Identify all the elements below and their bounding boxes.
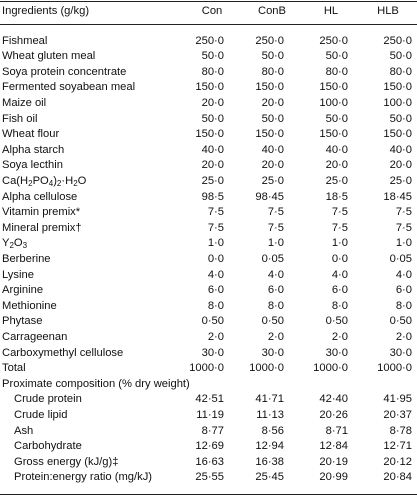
cell-conb: 50·0 — [261, 112, 284, 125]
table-row — [0, 65, 417, 81]
table-row — [0, 455, 417, 471]
cell-con: 25·55 — [195, 471, 224, 484]
table-row — [0, 408, 417, 424]
cell-conb: 4·0 — [267, 268, 284, 281]
cell-conb: 250·0 — [255, 34, 284, 47]
cell-hl: 20·19 — [319, 455, 348, 468]
cell-conb: 40·0 — [261, 143, 284, 156]
cell-hlb: 30·0 — [389, 346, 412, 359]
header-hlb: HLB — [377, 5, 399, 17]
cell-hl: 7·5 — [331, 221, 348, 234]
label-text: Wheat gluten meal — [2, 50, 96, 63]
cell-hl: 20·0 — [325, 159, 348, 172]
label-text: ) — [53, 174, 57, 187]
row-label — [14, 408, 67, 424]
cell-conb: 7·5 — [267, 221, 284, 234]
row-label — [2, 361, 26, 377]
cell-hlb: 4·0 — [395, 268, 412, 281]
row-label — [2, 330, 67, 346]
table-row — [0, 330, 417, 346]
label-text: Total — [2, 362, 26, 375]
table-row — [0, 49, 417, 65]
table-row — [0, 174, 417, 190]
cell-conb: 1·0 — [267, 237, 284, 250]
header-rule — [0, 24, 417, 25]
label-text: Carbohydrate — [14, 440, 82, 453]
cell-con: 80·0 — [201, 65, 224, 78]
cell-hlb: 20·12 — [383, 455, 412, 468]
label-subscript: 2 — [9, 241, 14, 251]
cell-conb: 0·05 — [261, 252, 284, 265]
cell-hl: 0·0 — [331, 252, 348, 265]
bottom-rule — [0, 494, 417, 495]
cell-con: 7·5 — [207, 221, 224, 234]
table-row — [0, 127, 417, 143]
cell-hlb: 8·0 — [395, 299, 412, 312]
row-label — [2, 127, 59, 143]
cell-hlb: 80·0 — [389, 65, 412, 78]
cell-con: 25·0 — [201, 174, 224, 187]
table-row — [0, 143, 417, 159]
row-label — [2, 143, 64, 159]
cell-hlb: 41·95 — [383, 393, 412, 406]
cell-con: 16·63 — [195, 455, 224, 468]
cell-con: 8·77 — [201, 424, 224, 437]
cell-hlb: 50·0 — [389, 112, 412, 125]
cell-conb: 8·56 — [261, 424, 284, 437]
table-row — [0, 236, 417, 252]
cell-conb: 2·0 — [267, 330, 284, 343]
row-label — [2, 34, 47, 50]
row-label — [14, 392, 82, 408]
label-text: Carboxymethyl cellulose — [2, 346, 124, 359]
cell-hl: 42·40 — [319, 393, 348, 406]
table-row — [0, 96, 417, 112]
label-text: Phytase — [2, 315, 43, 328]
cell-hl: 20·26 — [319, 408, 348, 421]
table-row — [0, 439, 417, 455]
cell-con: 42·51 — [195, 393, 224, 406]
table-row — [0, 314, 417, 330]
cell-hlb: 18·45 — [383, 190, 412, 203]
header-con: Con — [201, 5, 223, 17]
label-subscript: 4 — [48, 178, 54, 188]
label-text: O — [77, 174, 87, 187]
table-row — [0, 34, 417, 50]
cell-conb: 98·45 — [255, 190, 284, 203]
row-label — [2, 268, 34, 284]
cell-hl: 25·0 — [325, 174, 348, 187]
cell-conb: 50·0 — [261, 50, 284, 63]
row-label — [2, 190, 77, 206]
cell-conb: 20·0 — [261, 159, 284, 172]
cell-con: 2·0 — [207, 330, 224, 343]
label-text: Gross energy (kJ/g)‡ — [14, 455, 119, 468]
header-ingredients: Ingredients (g/kg) — [2, 5, 90, 17]
cell-conb: 12·94 — [255, 440, 284, 453]
label-text: Carrageenan — [2, 330, 68, 343]
label-text: Fishmeal — [2, 34, 48, 47]
label-text: Berberine — [2, 252, 51, 265]
row-label — [2, 49, 95, 65]
cell-con: 150·0 — [195, 128, 224, 141]
label-text: Soya lecthin — [2, 159, 63, 172]
table-row — [0, 158, 417, 174]
cell-conb: 7·5 — [267, 206, 284, 219]
table-row — [0, 361, 417, 377]
label-text: Alpha starch — [2, 143, 65, 156]
cell-conb: 11·13 — [256, 408, 284, 421]
row-label — [2, 96, 46, 112]
cell-hl: 30·0 — [325, 346, 348, 359]
cell-hl: 18·5 — [325, 190, 348, 203]
row-label — [2, 80, 135, 96]
table-row — [0, 392, 417, 408]
cell-con: 50·0 — [201, 112, 224, 125]
row-label — [14, 424, 33, 440]
label-text: PO — [32, 174, 49, 187]
label-text: Protein:energy ratio (mg/kJ) — [14, 471, 153, 484]
label-text: Ash — [14, 424, 34, 437]
cell-con: 20·0 — [201, 159, 224, 172]
row-label — [2, 299, 57, 315]
label-text: Arginine — [2, 284, 44, 297]
cell-con: 98·5 — [201, 190, 224, 203]
cell-hl: 150·0 — [319, 81, 348, 94]
cell-hlb: 0·50 — [389, 315, 412, 328]
cell-hlb: 2·0 — [395, 330, 412, 343]
cell-hlb: 150·0 — [383, 128, 412, 141]
cell-hlb: 1000·0 — [377, 362, 412, 375]
header-hl: HL — [323, 5, 339, 17]
top-rule — [0, 1, 417, 2]
label-text: Maize oil — [2, 96, 47, 109]
cell-hlb: 250·0 — [383, 34, 412, 47]
label-subscript: 3 — [22, 241, 28, 251]
cell-hlb: 8·78 — [389, 424, 412, 437]
table-row — [0, 268, 417, 284]
cell-hlb: 20·37 — [383, 408, 412, 421]
row-label — [2, 158, 63, 174]
cell-hl: 6·0 — [331, 284, 348, 297]
table-row — [0, 252, 417, 268]
cell-con: 8·0 — [207, 299, 224, 312]
label-text: O — [13, 237, 23, 250]
cell-con: 150·0 — [195, 81, 224, 94]
cell-conb: 150·0 — [255, 128, 284, 141]
label-text: Alpha cellulose — [2, 190, 78, 203]
cell-conb: 8·0 — [267, 299, 284, 312]
cell-hlb: 25·0 — [389, 174, 412, 187]
cell-hl: 150·0 — [319, 128, 348, 141]
cell-con: 7·5 — [207, 206, 224, 219]
cell-hl: 2·0 — [331, 330, 348, 343]
cell-hl: 1000·0 — [313, 362, 348, 375]
cell-hl: 0·50 — [325, 315, 348, 328]
cell-hl: 4·0 — [331, 268, 348, 281]
label-text: Proximate composition (% dry weight) — [2, 377, 190, 390]
row-label — [2, 377, 190, 393]
label-subscript: 2 — [28, 178, 33, 188]
label-text: Lysine — [2, 268, 34, 281]
cell-hl: 50·0 — [325, 50, 348, 63]
label-text: Soya protein concentrate — [2, 65, 127, 78]
table-row — [0, 377, 417, 393]
row-label — [14, 439, 82, 455]
label-text: Methionine — [2, 299, 57, 312]
row-label — [2, 252, 51, 268]
cell-hlb: 40·0 — [389, 143, 412, 156]
cell-hlb: 50·0 — [389, 50, 412, 63]
cell-con: 1000·0 — [189, 362, 224, 375]
cell-hl: 250·0 — [319, 34, 348, 47]
row-label — [2, 65, 126, 81]
table-row — [0, 283, 417, 299]
cell-con: 40·0 — [201, 143, 224, 156]
cell-conb: 150·0 — [255, 81, 284, 94]
cell-hl: 1·0 — [331, 237, 348, 250]
cell-hl: 20·99 — [319, 471, 348, 484]
cell-hlb: 0·05 — [389, 252, 412, 265]
cell-hl: 8·71 — [325, 424, 348, 437]
label-text: Fermented soyabean meal — [2, 81, 136, 94]
cell-hlb: 20·0 — [389, 159, 412, 172]
cell-con: 12·69 — [195, 440, 224, 453]
cell-hl: 7·5 — [331, 206, 348, 219]
label-text: Vitamin premix* — [2, 206, 81, 219]
cell-conb: 20·0 — [261, 96, 284, 109]
cell-hlb: 7·5 — [395, 206, 412, 219]
cell-con: 30·0 — [201, 346, 224, 359]
cell-conb: 1000·0 — [249, 362, 284, 375]
cell-con: 1·0 — [207, 237, 224, 250]
cell-hlb: 150·0 — [383, 81, 412, 94]
label-text: Wheat flour — [2, 128, 60, 141]
cell-con: 6·0 — [207, 284, 224, 297]
row-label — [2, 346, 123, 362]
label-subscript: 2 — [73, 178, 78, 188]
label-text: Mineral premix† — [2, 221, 82, 234]
row-label — [2, 314, 42, 330]
cell-hl: 80·0 — [325, 65, 348, 78]
cell-hlb: 7·5 — [395, 221, 412, 234]
label-subscript: 2 — [56, 178, 62, 188]
cell-hlb: 100·0 — [383, 96, 412, 109]
label-text: Y — [2, 237, 10, 250]
row-label — [14, 455, 118, 471]
cell-hl: 8·0 — [331, 299, 348, 312]
cell-con: 4·0 — [207, 268, 224, 281]
cell-conb: 30·0 — [261, 346, 284, 359]
cell-hl: 40·0 — [325, 143, 348, 156]
cell-hlb: 20·84 — [383, 471, 412, 484]
cell-hl: 100·0 — [319, 96, 348, 109]
table-row — [0, 424, 417, 440]
cell-con: 20·0 — [201, 96, 224, 109]
cell-conb: 6·0 — [267, 284, 284, 297]
cell-hl: 50·0 — [325, 112, 348, 125]
row-label — [2, 283, 43, 299]
cell-con: 50·0 — [201, 50, 224, 63]
cell-con: 0·0 — [207, 252, 224, 265]
row-label — [14, 470, 152, 486]
table-row — [0, 346, 417, 362]
cell-conb: 25·0 — [261, 174, 284, 187]
cell-hlb: 1·0 — [395, 237, 412, 250]
cell-hlb: 6·0 — [395, 284, 412, 297]
row-label — [2, 205, 80, 221]
table-row — [0, 205, 417, 221]
table-row — [0, 190, 417, 206]
label-text: Fish oil — [2, 112, 38, 125]
table-row — [0, 112, 417, 128]
table-row — [0, 80, 417, 96]
table-row — [0, 221, 417, 237]
cell-conb: 41·71 — [255, 393, 284, 406]
label-text: Crude lipid — [14, 408, 68, 421]
cell-conb: 25·45 — [255, 471, 284, 484]
row-label — [2, 112, 37, 128]
cell-conb: 16·38 — [255, 455, 284, 468]
label-text: ·H — [61, 174, 74, 187]
label-text: Ca(H — [2, 174, 29, 187]
cell-hlb: 12·71 — [383, 440, 412, 453]
cell-con: 250·0 — [195, 34, 224, 47]
row-label — [2, 221, 82, 237]
cell-hl: 12·84 — [319, 440, 348, 453]
label-text: Crude protein — [14, 393, 82, 406]
cell-conb: 0·50 — [261, 315, 284, 328]
header-row — [0, 4, 417, 20]
table-row — [0, 470, 417, 486]
cell-con: 11·19 — [196, 408, 224, 421]
table-row — [0, 299, 417, 315]
cell-con: 0·50 — [201, 315, 224, 328]
header-conb: ConB — [258, 5, 286, 17]
cell-conb: 80·0 — [261, 65, 284, 78]
